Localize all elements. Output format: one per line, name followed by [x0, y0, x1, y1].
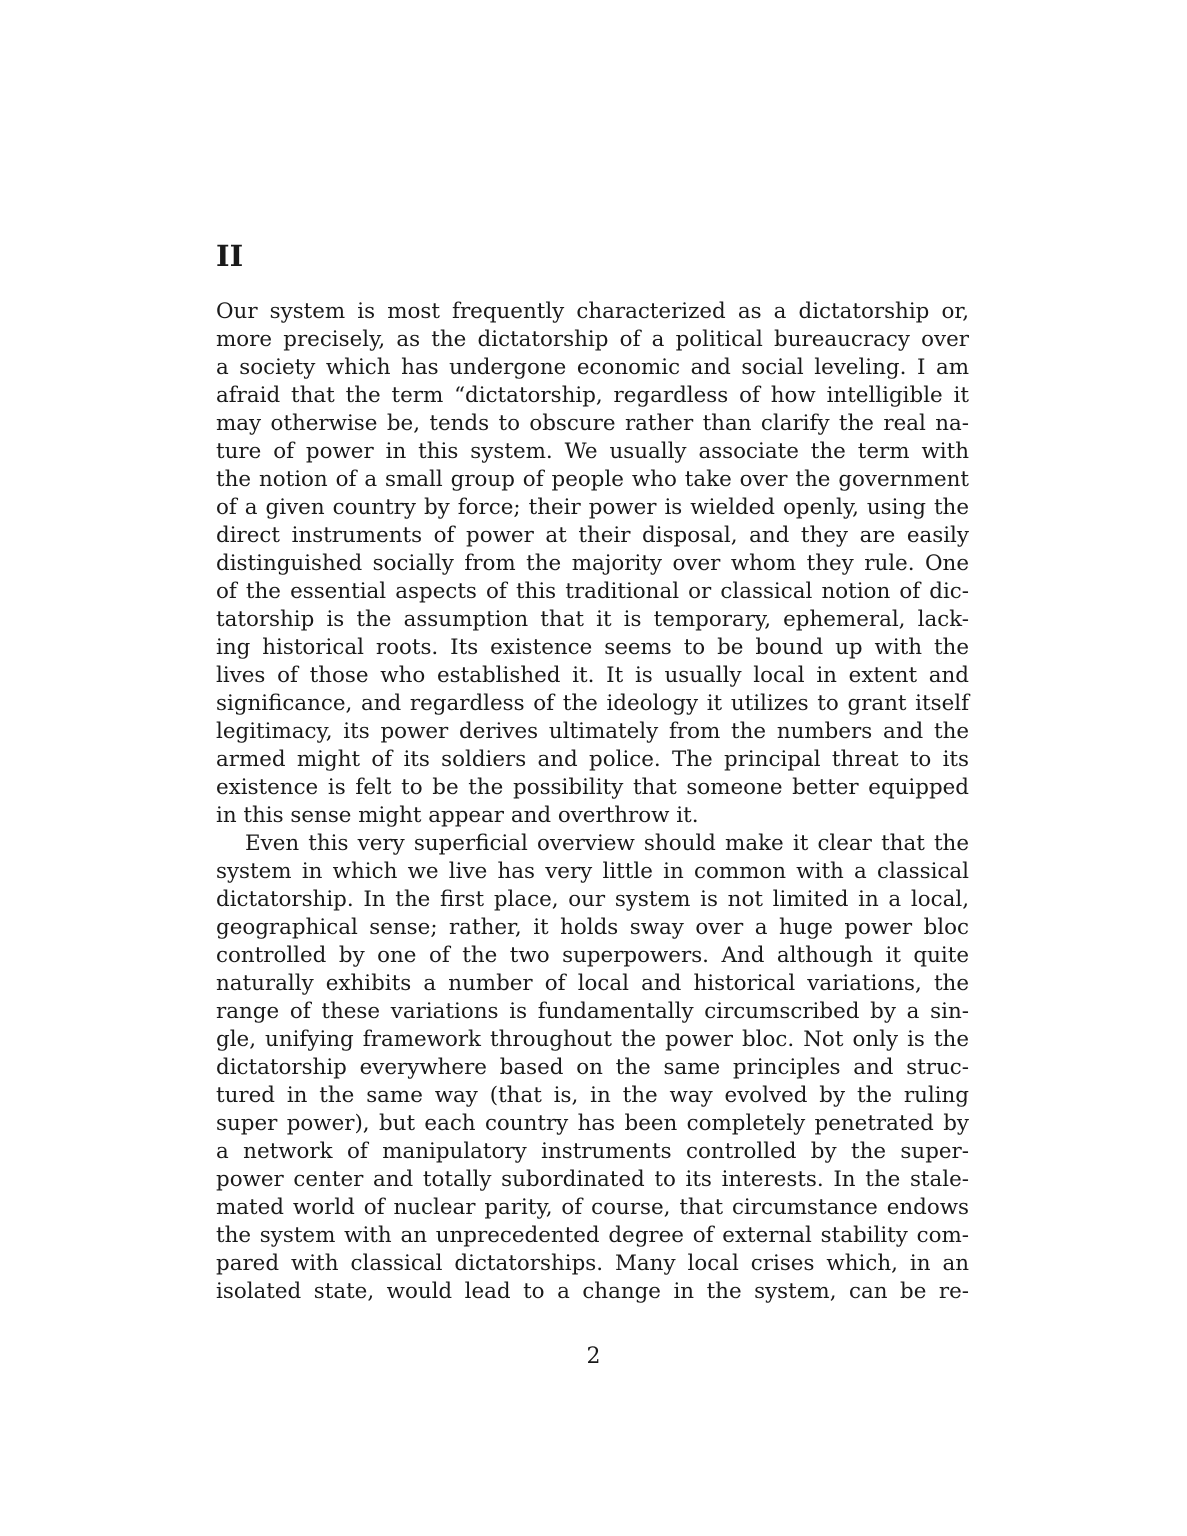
- text-line: super power), but each country has been completely penetrated by: [216, 1111, 969, 1136]
- text-line: naturally exhibits a number of local and historical variations, the: [216, 971, 969, 996]
- text-line-paragraph-end: in this sense might appear and overthrow it.: [216, 803, 699, 828]
- text-line: legitimacy, its power derives ultimately from the numbers and the: [216, 719, 969, 744]
- page-number: 2: [586, 1344, 601, 1369]
- text-line: of a given country by force; their power is wielded openly, using the: [216, 495, 969, 520]
- text-line: dictatorship everywhere based on the same principles and struc-: [216, 1055, 969, 1080]
- text-line: lives of those who established it. It is usually local in extent and: [216, 663, 969, 688]
- text-line: more precisely, as the dictatorship of a political bureaucracy over: [216, 327, 969, 352]
- text-line: direct instruments of power at their disposal, and they are easily: [216, 523, 969, 548]
- text-line: tatorship is the assumption that it is temporary, ephemeral, lack-: [216, 607, 969, 632]
- text-line: power center and totally subordinated to its interests. In the stale-: [216, 1167, 969, 1192]
- text-line: the notion of a small group of people who take over the government: [216, 467, 969, 492]
- body-text: [216, 298, 969, 1306]
- text-line: armed might of its soldiers and police. The principal threat to its: [216, 747, 969, 772]
- text-line: isolated state, would lead to a change in the system, can be re-: [216, 1279, 969, 1304]
- text-line: system in which we live has very little in common with a classical: [216, 859, 969, 884]
- text-line: of the essential aspects of this traditional or classical notion of dic-: [216, 579, 969, 604]
- text-line: range of these variations is fundamentally circumscribed by a sin-: [216, 999, 969, 1024]
- text-line: gle, unifying framework throughout the power bloc. Not only is the: [216, 1027, 969, 1052]
- text-line: tured in the same way (that is, in the way evolved by the ruling: [216, 1083, 969, 1108]
- text-line: a society which has undergone economic and social leveling. I am: [216, 355, 969, 380]
- text-line: pared with classical dictatorships. Many local crises which, in an: [216, 1251, 969, 1276]
- text-line: controlled by one of the two superpowers. And although it quite: [216, 943, 969, 968]
- text-line: dictatorship. In the first place, our system is not limited in a local,: [216, 887, 969, 912]
- text-line: distinguished socially from the majority over whom they rule. One: [216, 551, 969, 576]
- text-line: the system with an unprecedented degree of external stability com-: [216, 1223, 969, 1248]
- text-line: Our system is most frequently characterized as a dictatorship or,: [216, 299, 969, 324]
- text-line-paragraph-start: Even this very superficial overview should make it clear that the: [245, 831, 969, 856]
- text-line: ture of power in this system. We usually associate the term with: [216, 439, 969, 464]
- text-line: ing historical roots. Its existence seems to be bound up with the: [216, 635, 969, 660]
- text-line: afraid that the term “dictatorship, regardless of how intelligible it: [216, 383, 969, 408]
- text-line: may otherwise be, tends to obscure rather than clarify the real na-: [216, 411, 969, 436]
- text-line: existence is felt to be the possibility that someone better equipped: [216, 775, 969, 800]
- text-line: a network of manipulatory instruments controlled by the super-: [216, 1139, 969, 1164]
- text-line: geographical sense; rather, it holds sway over a huge power bloc: [216, 915, 969, 940]
- chapter-heading: II: [216, 239, 244, 273]
- text-line: mated world of nuclear parity, of course, that circumstance endows: [216, 1195, 969, 1220]
- text-line: significance, and regardless of the ideology it utilizes to grant itself: [216, 691, 969, 716]
